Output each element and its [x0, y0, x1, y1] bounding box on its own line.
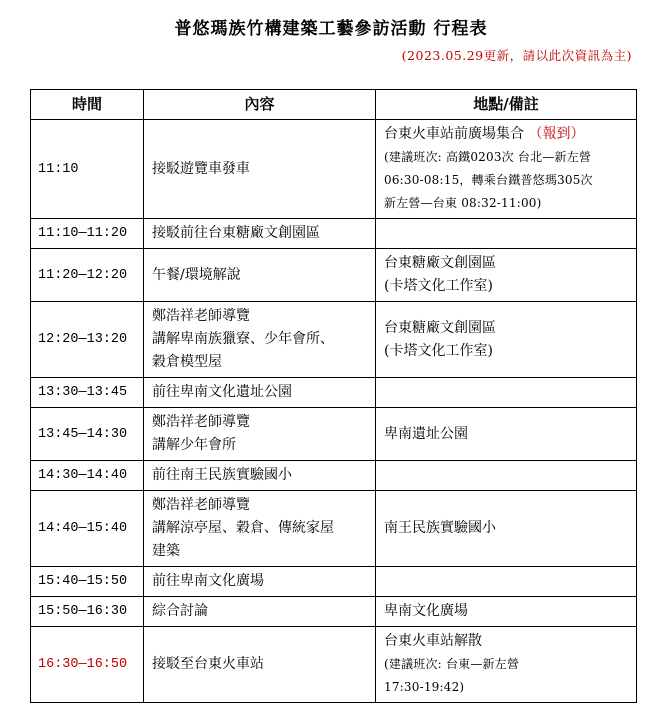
location-text: (卡塔文化工作室) — [384, 342, 493, 359]
content-line: 午餐/環境解說 — [152, 266, 241, 283]
content-cell — [144, 627, 376, 703]
location-line — [384, 275, 628, 298]
table-row — [31, 491, 637, 567]
location-line — [384, 340, 628, 363]
location-text: 卑南文化廣場 — [384, 603, 468, 619]
update-note: (2023.05.29更新，請以此次資訊為主) — [401, 48, 632, 63]
location-line — [384, 146, 628, 169]
location-cell — [376, 378, 637, 408]
content-line: 前往南王民族實驗國小 — [152, 467, 292, 483]
content-line: 鄭浩祥老師導覽 — [152, 414, 250, 430]
content-line: 接駁遊覽車發車 — [152, 160, 250, 177]
table-row — [31, 597, 637, 627]
table-row — [31, 567, 637, 597]
schedule-table-body — [31, 120, 637, 703]
location-cell — [376, 302, 637, 378]
table-row — [31, 219, 637, 249]
time-cell: 14:30—14:40 — [31, 461, 144, 491]
location-line — [384, 517, 628, 540]
location-line — [384, 123, 628, 146]
time-cell: 13:45—14:30 — [31, 408, 144, 461]
table-row — [31, 302, 637, 378]
location-cell — [376, 627, 637, 703]
content-line: 建築 — [152, 543, 180, 559]
location-text: 台東火車站前廣場集合 — [384, 126, 529, 142]
time-cell: 11:10 — [31, 120, 144, 219]
content-line: 接駁至台東火車站 — [152, 656, 264, 672]
content-cell — [144, 567, 376, 597]
location-line — [384, 169, 628, 192]
location-text: (卡塔文化工作室) — [384, 278, 493, 294]
header-row — [31, 90, 637, 120]
location-text: 台東火車站解散 — [384, 633, 482, 649]
content-line: 綜合討論 — [152, 603, 208, 619]
location-cell — [376, 120, 637, 219]
table-row — [31, 627, 637, 703]
table-row — [31, 120, 637, 219]
content-cell — [144, 491, 376, 567]
location-line — [384, 317, 628, 340]
content-line: 講解少年會所 — [152, 437, 236, 453]
column-header-content: 內容 — [144, 90, 376, 120]
time-cell: 16:30—16:50 — [31, 627, 144, 703]
content-cell — [144, 219, 376, 249]
location-line — [384, 653, 628, 676]
schedule-table — [30, 89, 637, 703]
location-text: 新左營—台東 08:32-11:00) — [384, 196, 542, 210]
table-row — [31, 249, 637, 302]
content-line: 講解涼亭屋、穀倉、傳統家屋 — [152, 520, 334, 536]
time-cell: 15:50—16:30 — [31, 597, 144, 627]
location-cell — [376, 408, 637, 461]
content-cell — [144, 302, 376, 378]
location-text: 台東糖廠文創園區 — [384, 255, 496, 271]
location-text: (建議班次: 高鐵0203次 台北—新左營 — [384, 150, 592, 164]
location-line — [384, 630, 628, 653]
location-cell — [376, 461, 637, 491]
location-line — [384, 192, 628, 215]
content-line: 前往卑南文化遺址公園 — [152, 384, 292, 400]
content-cell — [144, 461, 376, 491]
location-line — [384, 676, 628, 699]
content-line: 穀倉模型屋 — [152, 354, 222, 370]
time-cell: 12:20—13:20 — [31, 302, 144, 378]
location-cell — [376, 567, 637, 597]
content-cell — [144, 408, 376, 461]
location-text: 台東糖廠文創園區 — [384, 319, 496, 336]
schedule-table-header — [31, 90, 637, 120]
location-cell — [376, 219, 637, 249]
table-row — [31, 378, 637, 408]
content-line: 前往卑南文化廣場 — [152, 573, 264, 589]
content-cell — [144, 120, 376, 219]
location-cell — [376, 491, 637, 567]
content-line: 接駁前往台東糖廠文創園區 — [152, 225, 320, 241]
location-text: 南王民族實驗國小 — [384, 520, 496, 536]
content-line: 鄭浩祥老師導覽 — [152, 497, 250, 513]
location-text: 卑南遺址公園 — [384, 425, 468, 442]
location-text: 06:30-08:15，轉乘台鐵普悠瑪305次 — [384, 173, 593, 187]
column-header-location: 地點/備註 — [376, 90, 637, 120]
location-line — [384, 252, 628, 275]
location-cell — [376, 597, 637, 627]
location-line — [384, 423, 628, 446]
location-cell — [376, 249, 637, 302]
table-row — [31, 461, 637, 491]
content-cell — [144, 378, 376, 408]
time-cell: 13:30—13:45 — [31, 378, 144, 408]
location-text: (建議班次: 台東—新左營 — [384, 657, 520, 671]
time-cell: 14:40—15:40 — [31, 491, 144, 567]
time-cell: 11:20—12:20 — [31, 249, 144, 302]
time-cell: 11:10—11:20 — [31, 219, 144, 249]
page-title: 普悠瑪族竹構建築工藝參訪活動 行程表 — [174, 19, 488, 39]
highlight-red-text: （報到） — [528, 126, 585, 142]
content-line: 講解卑南族獵寮、少年會所、 — [152, 331, 334, 347]
content-line: 鄭浩祥老師導覽 — [152, 308, 250, 324]
time-cell: 15:40—15:50 — [31, 567, 144, 597]
location-text: 17:30-19:42) — [384, 680, 465, 694]
document-page — [0, 14, 662, 717]
content-cell — [144, 597, 376, 627]
location-line — [384, 600, 628, 623]
column-header-time: 時間 — [31, 90, 144, 120]
table-row — [31, 408, 637, 461]
content-cell — [144, 249, 376, 302]
